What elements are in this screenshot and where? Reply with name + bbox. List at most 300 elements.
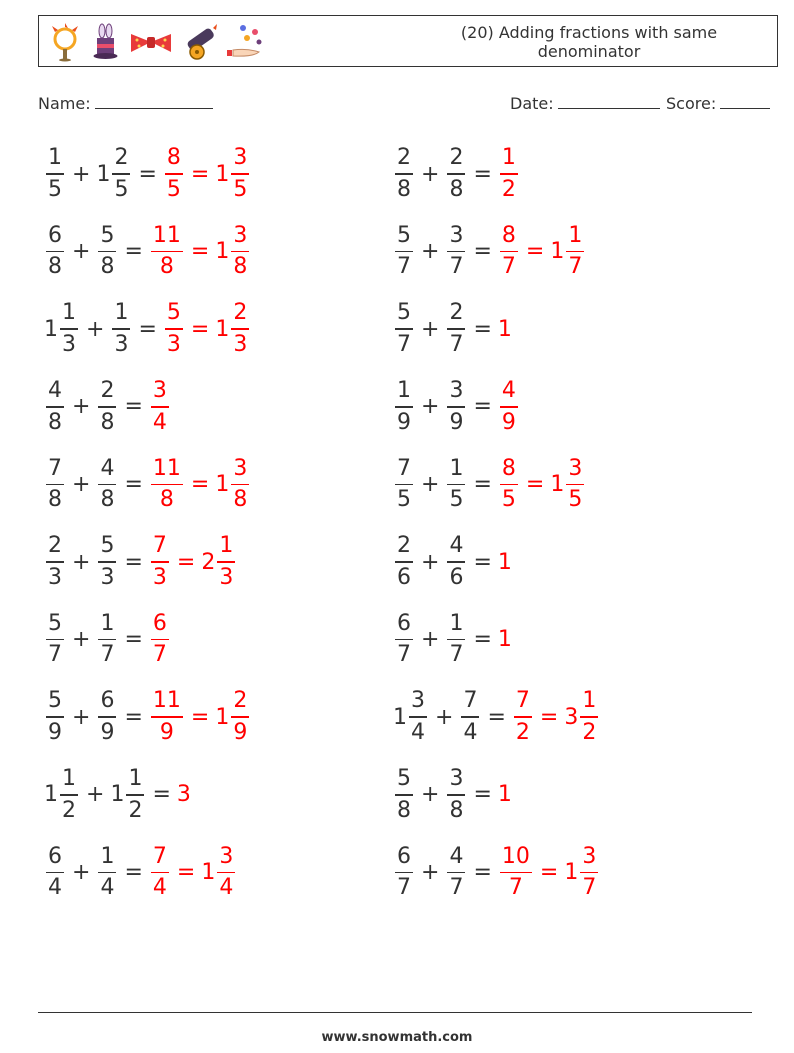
numerator: 4 [100, 455, 115, 481]
fraction-bar [151, 484, 183, 486]
mixed-number [445, 533, 467, 591]
problem-18 [393, 763, 512, 827]
fraction-bar [580, 872, 598, 874]
date-blank[interactable] [558, 94, 660, 109]
denominator: 8 [159, 487, 174, 513]
denominator: 8 [233, 254, 248, 280]
mixed-number [215, 223, 251, 281]
score-blank[interactable] [720, 94, 770, 109]
equals-sign: = [124, 627, 143, 653]
numerator: 5 [397, 222, 411, 248]
plus-sign: + [86, 782, 105, 808]
numerator: 7 [48, 455, 62, 481]
equals-sign: = [138, 161, 157, 187]
fraction [46, 844, 64, 902]
mixed-number [215, 145, 251, 203]
mixed-number [498, 378, 520, 436]
denominator: 9 [48, 719, 62, 745]
denominator: 9 [159, 719, 174, 745]
denominator: 7 [449, 331, 464, 357]
worksheet-header [38, 15, 778, 67]
fraction-bar [395, 561, 413, 563]
denominator: 2 [515, 719, 530, 745]
equals-sign: = [190, 471, 210, 497]
mixed-number [44, 844, 66, 902]
fraction [500, 378, 518, 436]
fraction [165, 145, 183, 203]
mixed-number [550, 456, 586, 514]
denominator: 7 [100, 642, 115, 668]
whole-part: 1 [215, 239, 230, 265]
mixed-number [498, 223, 520, 281]
fraction-bar [165, 328, 183, 330]
problem-19 [44, 840, 237, 904]
cannon-icon [186, 24, 217, 59]
fraction-bar [514, 716, 532, 718]
fraction-bar [165, 173, 183, 175]
fraction [447, 533, 465, 591]
numerator: 4 [449, 843, 464, 869]
mixed-number [445, 145, 467, 203]
name-field [38, 94, 213, 113]
fraction [151, 533, 169, 591]
denominator: 3 [62, 331, 76, 357]
denominator: 7 [449, 254, 464, 280]
fraction-bar [60, 794, 78, 796]
mixed-number [215, 456, 251, 514]
mixed-number [393, 223, 415, 281]
answer [149, 456, 251, 514]
juggling-hand-icon [227, 25, 262, 56]
mixed-number [393, 456, 415, 514]
fraction-bar [98, 484, 116, 486]
problem-14 [393, 608, 512, 672]
mixed-number [498, 145, 520, 203]
score-field [666, 94, 770, 113]
plus-sign: + [72, 627, 91, 653]
numerator: 3 [449, 378, 464, 404]
fraction-bar [447, 251, 465, 253]
numerator: 11 [152, 455, 181, 481]
fraction-bar [500, 484, 518, 486]
plus-sign: + [72, 859, 91, 885]
answer [498, 550, 512, 575]
numerator: 1 [219, 533, 234, 559]
mixed-number [96, 378, 118, 436]
numerator: 1 [449, 455, 464, 481]
fraction-bar [46, 251, 64, 253]
numerator: 1 [114, 300, 129, 326]
mixed-number [96, 533, 118, 591]
fraction-bar [461, 716, 479, 718]
fraction [46, 611, 64, 669]
date-field [510, 94, 660, 113]
fraction-bar [217, 561, 235, 563]
mixed-number [445, 844, 467, 902]
fraction [231, 145, 249, 203]
fraction-bar [112, 173, 130, 175]
problem-2 [393, 142, 520, 206]
plus-sign: + [72, 471, 91, 497]
fraction-bar [447, 639, 465, 641]
denominator: 7 [397, 875, 411, 901]
magic-hat-rabbit-icon [94, 24, 118, 59]
mixed-number [498, 456, 520, 514]
fraction-bar [151, 872, 169, 874]
mixed-number [96, 844, 118, 902]
mixed-number [498, 782, 512, 807]
equals-sign: = [473, 627, 492, 653]
fraction [46, 688, 64, 746]
denominator: 5 [397, 487, 411, 513]
denominator: 8 [449, 176, 464, 202]
plus-sign: + [421, 161, 440, 187]
mixed-number [44, 145, 66, 203]
plus-sign: + [72, 549, 91, 575]
equals-sign: = [539, 859, 559, 885]
denominator: 7 [397, 331, 411, 357]
mixed-number [393, 378, 415, 436]
fraction [165, 300, 183, 358]
denominator: 8 [100, 409, 115, 435]
fraction [98, 533, 116, 591]
fraction-bar [395, 639, 413, 641]
equals-sign: = [473, 782, 492, 808]
equals-sign: = [190, 239, 210, 265]
mixed-number [44, 611, 66, 669]
numerator: 1 [62, 766, 76, 792]
ring-of-fire-icon [52, 23, 78, 62]
fraction-bar [395, 173, 413, 175]
fraction-bar [98, 561, 116, 563]
denominator: 8 [449, 797, 464, 823]
whole-part: 1 [44, 782, 58, 808]
numerator: 1 [568, 222, 583, 248]
mixed-number [44, 533, 66, 591]
numerator: 4 [449, 533, 464, 559]
numerator: 2 [114, 145, 129, 171]
fraction-bar [500, 872, 532, 874]
equals-sign: = [176, 859, 196, 885]
numerator: 7 [515, 688, 530, 714]
numerator: 2 [48, 533, 62, 559]
denominator: 7 [501, 254, 516, 280]
numerator: 2 [449, 300, 464, 326]
fraction [46, 378, 64, 436]
denominator: 4 [152, 409, 167, 435]
fraction-bar [151, 716, 183, 718]
numerator: 6 [48, 843, 62, 869]
fraction [46, 223, 64, 281]
numerator: 7 [152, 533, 167, 559]
equals-sign: = [124, 549, 143, 575]
mixed-number [149, 456, 185, 514]
mixed-number [393, 844, 415, 902]
numerator: 1 [48, 145, 62, 171]
denominator: 8 [100, 254, 115, 280]
answer [512, 688, 600, 746]
numerator: 7 [463, 688, 478, 714]
plus-sign: + [421, 627, 440, 653]
denominator: 9 [100, 719, 115, 745]
fraction [217, 533, 235, 591]
fraction [566, 456, 584, 514]
whole-part: 1 [215, 316, 230, 342]
denominator: 2 [128, 797, 143, 823]
answer [498, 627, 512, 652]
name-blank[interactable] [95, 94, 213, 109]
fraction-bar [217, 872, 235, 874]
answer [149, 844, 237, 902]
answer [498, 317, 512, 342]
denominator: 4 [463, 719, 478, 745]
fraction [447, 456, 465, 514]
denominator: 3 [233, 331, 248, 357]
mixed-number [149, 223, 185, 281]
mixed-number [215, 688, 251, 746]
numerator: 1 [449, 610, 464, 636]
equals-sign: = [124, 471, 143, 497]
mixed-number [393, 766, 415, 824]
mixed-number [44, 223, 66, 281]
fraction [231, 223, 249, 281]
answer [149, 688, 251, 746]
denominator: 9 [233, 719, 248, 745]
answer [498, 223, 586, 281]
whole-part: 1 [201, 859, 216, 885]
fraction [395, 223, 413, 281]
problem-5 [44, 297, 251, 361]
denominator: 6 [449, 564, 464, 590]
fraction-bar [46, 173, 64, 175]
fraction [98, 223, 116, 281]
plus-sign: + [86, 316, 105, 342]
denominator: 2 [582, 719, 597, 745]
fraction-bar [46, 639, 64, 641]
fraction-bar [46, 872, 64, 874]
mixed-number [393, 533, 415, 591]
footer-divider [38, 1012, 752, 1013]
mixed-number [149, 844, 171, 902]
numerator: 5 [100, 533, 115, 559]
fraction [514, 688, 532, 746]
denominator: 4 [100, 875, 115, 901]
plus-sign: + [421, 239, 440, 265]
problem-9 [44, 452, 251, 516]
fraction-bar [395, 328, 413, 330]
fraction [231, 456, 249, 514]
fraction [447, 223, 465, 281]
mixed-number [163, 300, 185, 358]
denominator: 4 [411, 719, 425, 745]
problem-12 [393, 530, 512, 594]
fraction [98, 844, 116, 902]
fraction [395, 611, 413, 669]
problem-7 [44, 375, 171, 439]
denominator: 6 [397, 564, 411, 590]
fraction [112, 145, 130, 203]
fraction-bar [98, 251, 116, 253]
fraction [395, 844, 413, 902]
answer [149, 533, 237, 591]
denominator: 7 [397, 642, 411, 668]
mixed-number [110, 766, 146, 824]
fraction-bar [46, 716, 64, 718]
date-label: Date: [510, 94, 554, 113]
plus-sign: + [421, 859, 440, 885]
mixed-number [445, 223, 467, 281]
fraction [151, 688, 183, 746]
fraction-bar [447, 328, 465, 330]
mixed-number [149, 378, 171, 436]
fraction [46, 456, 64, 514]
fraction-bar [98, 639, 116, 641]
whole-part: 1 [215, 161, 230, 187]
fraction-bar [231, 251, 249, 253]
fraction [500, 145, 518, 203]
fraction-bar [447, 406, 465, 408]
numerator: 10 [501, 843, 530, 869]
denominator: 4 [219, 875, 234, 901]
fraction-bar [447, 173, 465, 175]
score-label: Score: [666, 94, 717, 113]
denominator: 5 [568, 487, 583, 513]
mixed-number [201, 533, 237, 591]
fraction-bar [231, 328, 249, 330]
denominator: 2 [501, 176, 516, 202]
mixed-number [149, 688, 185, 746]
numerator: 5 [397, 300, 411, 326]
denominator: 9 [397, 409, 411, 435]
fraction-bar [46, 406, 64, 408]
mixed-number [44, 456, 66, 514]
numerator: 3 [568, 455, 583, 481]
problem-20 [393, 840, 600, 904]
mixed-number [393, 611, 415, 669]
answer [149, 223, 251, 281]
denominator: 7 [508, 875, 523, 901]
fraction [231, 300, 249, 358]
denominator: 4 [48, 875, 62, 901]
numerator: 2 [397, 533, 411, 559]
numerator: 3 [152, 378, 167, 404]
fraction-bar [46, 484, 64, 486]
numerator: 6 [397, 610, 411, 636]
fraction [447, 844, 465, 902]
fraction [217, 844, 235, 902]
equals-sign: = [473, 471, 492, 497]
fraction [447, 766, 465, 824]
denominator: 2 [62, 797, 76, 823]
denominator: 7 [152, 642, 167, 668]
numerator: 3 [233, 145, 248, 171]
equals-sign: = [539, 704, 559, 730]
denominator: 8 [397, 176, 411, 202]
whole-part: 1 [44, 316, 58, 342]
numerator: 2 [449, 145, 464, 171]
numerator: 3 [233, 455, 248, 481]
mixed-number [96, 223, 118, 281]
plus-sign: + [435, 704, 454, 730]
mixed-number [445, 766, 467, 824]
numerator: 3 [449, 766, 464, 792]
numerator: 3 [411, 688, 425, 714]
fraction [395, 378, 413, 436]
numerator: 8 [501, 222, 516, 248]
fraction-bar [60, 328, 78, 330]
fraction [112, 300, 130, 358]
fraction-bar [151, 639, 169, 641]
mixed-number [110, 300, 132, 358]
problem-6 [393, 297, 512, 361]
denominator: 8 [48, 487, 62, 513]
mixed-number [177, 782, 191, 807]
fraction [60, 766, 78, 824]
fraction [151, 223, 183, 281]
fraction-bar [395, 406, 413, 408]
denominator: 8 [159, 254, 174, 280]
denominator: 3 [152, 564, 167, 590]
fraction [461, 688, 479, 746]
problem-3 [44, 220, 251, 284]
fraction-bar [126, 794, 144, 796]
numerator: 6 [100, 688, 115, 714]
fraction [46, 533, 64, 591]
numerator: 1 [582, 688, 597, 714]
equals-sign: = [176, 549, 196, 575]
denominator: 9 [449, 409, 464, 435]
plus-sign: + [421, 316, 440, 342]
denominator: 8 [48, 409, 62, 435]
numerator: 11 [152, 222, 181, 248]
fraction [566, 223, 584, 281]
numerator: 1 [100, 610, 115, 636]
fraction [500, 844, 532, 902]
problem-16 [393, 685, 600, 749]
fraction-bar [98, 716, 116, 718]
fraction-bar [500, 173, 518, 175]
fraction [151, 611, 169, 669]
whole-part: 1 [497, 782, 512, 808]
fraction [98, 611, 116, 669]
fraction-bar [500, 251, 518, 253]
denominator: 8 [100, 487, 115, 513]
mixed-number [96, 611, 118, 669]
equals-sign: = [124, 394, 143, 420]
fraction [500, 223, 518, 281]
fraction [580, 688, 598, 746]
equals-sign: = [138, 316, 157, 342]
fraction [231, 688, 249, 746]
fraction [98, 456, 116, 514]
plus-sign: + [72, 161, 91, 187]
problem-17 [44, 763, 191, 827]
answer [498, 378, 520, 436]
problem-1 [44, 142, 251, 206]
numerator: 5 [397, 766, 411, 792]
fraction [98, 688, 116, 746]
mixed-number [44, 766, 80, 824]
denominator: 7 [582, 875, 597, 901]
mixed-number [512, 688, 534, 746]
numerator: 4 [501, 378, 516, 404]
fraction [395, 533, 413, 591]
plus-sign: + [421, 394, 440, 420]
numerator: 5 [48, 688, 62, 714]
fraction-bar [447, 794, 465, 796]
plus-sign: + [72, 394, 91, 420]
denominator: 5 [48, 176, 62, 202]
